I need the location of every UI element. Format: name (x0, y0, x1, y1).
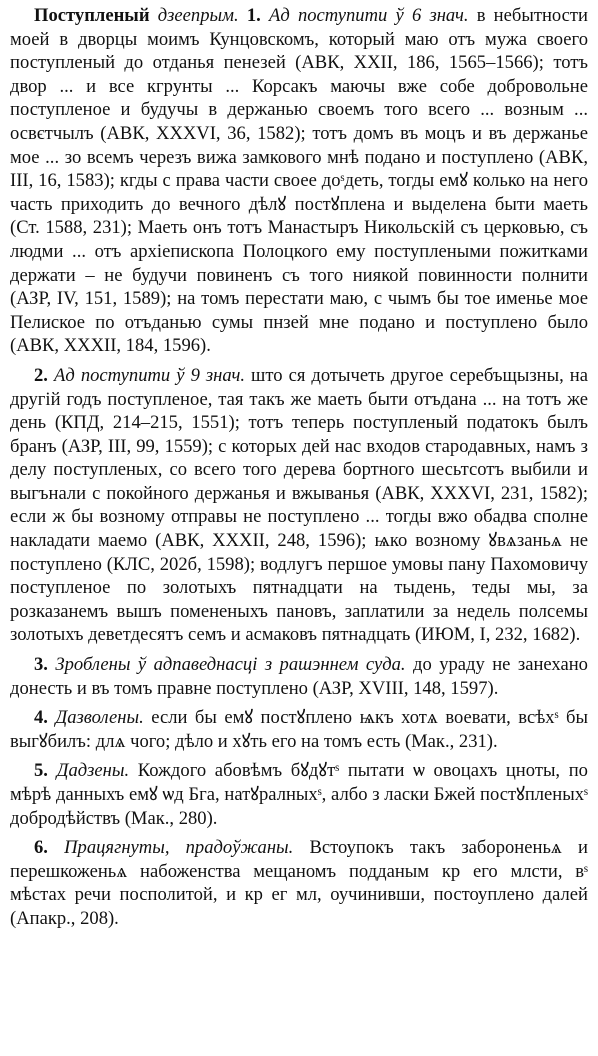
sense-number: 3. (34, 654, 48, 676)
headword: Поступленый (34, 5, 150, 26)
sense-definition: Ад поступити ў 9 знач. (54, 364, 245, 386)
entry-sense-1 (10, 4, 588, 358)
sense-citations: до ураду не занехано донесть и въ томъ правне поступлено (АЗР, XVIII, 148, 1597). (10, 654, 588, 699)
sense-definition: Працягнуты, прадоўжаны. (64, 837, 294, 859)
entry-sense-5 (10, 759, 588, 830)
sense-number: 2. (34, 364, 48, 386)
sense-definition: Дадзены. (56, 760, 130, 782)
entry-sense-3 (10, 653, 588, 700)
sense-citations: в небытности моей в дворцы моимъ Кунцовскомъ, который маю отъ мужа своего поступленый до отданья пенезей (АВК, XXII, 186, 1565–1566); тотъ двор ... и все кгрунты ... Корсакъ маючы вже собе добровольне поступленое и будучы в держанью своемъ того всего ... возным ... освєтчылъ (АВК, XXXVI, 36, 1582); тотъ домъ въ моцъ и въ держанье мое ... зо всемъ черезъ вижа замкового мнѣ подано и поступлено (АВК, III, 16, 1583); кгды с права части своее доˢдеть, тогды емꙋ колько на него часть приходить до вечного дѣлꙋ постꙋплена и выделена быти маеть (Ст. 1588, 231); Маеть онъ тотъ Манастыръ Никольскій съ церковью, съ людми ... отъ архіепископа Полоцкого ему поступлеными пожитками держати – не будучи повиненъ съ того ниякой повинности полнити (АЗР, IV, 151, 1589); на томъ перестати маю, с чымъ бы тое именье мое Пелиское по отъданью сумы пнзей мне подано и поступлено было (АВК, XXXII, 184, 1596). (10, 5, 589, 357)
sense-number: 4. (34, 707, 48, 729)
sense-definition: Зроблены ў адпаведнасці з рашэннем суда. (55, 654, 406, 676)
sense-number: 1. (246, 5, 261, 26)
sense-citations: Кождого абовѣмъ бꙋдꙋтˢ пытати ѡ овоцахъ цноты, по мѣрѣ данныхъ емꙋ ѡд Бга, натꙋралныхˢ, албо з ласки Бжей постꙋпленыхˢ добродѣйствъ (Мак., 280). (10, 760, 588, 829)
sense-definition: Дазволены. (55, 707, 144, 729)
sense-citations: што ся дотычеть другое серебъщызны, на другій годъ поступленое, тая такъ же маеть быти отъдана ... на тотъ же день (КПД, 214–215, 1551); тотъ теперь поступленый податокъ былъ бранъ (АЗР, III, 99, 1559); с которых дей нас входов стародавных, намъ з делу поступленых, со всего того дерева бортного шесьтсотъ выбили и выгънали с покойного держанья и вжыванья (АВК, XXXVI, 231, 1582); если ж бы возному отправы не поступлено ... тогды вжо обадва сполне накладати маемо (АВК, XXXII, 248, 1596); ѩко возному ꙋвѧзаньѧ не поступлено (КЛС, 202б, 1598); водлугъ першое умовы пану Пахомовичу поступленое по золотыхъ пятнадцати на тыдень, теды мы, за розказанемъ вышъ помененыхъ пановъ, заплатили за недель полсемы золотыхъ деветдесятъ семъ и асмаковъ пятнадцать (ИЮМ, I, 232, 1682). (10, 364, 589, 646)
part-of-speech: дзеепрым. (157, 5, 239, 26)
sense-citations: если бы емꙋ постꙋплено ѩкъ хотѧ воевати, всѣхˢ бы выгꙋбилъ: длѧ чого; дѣло и хꙋть его на томъ есть (Мак., 231). (10, 707, 588, 752)
sense-number: 6. (34, 837, 48, 859)
entry-sense-2 (10, 364, 588, 647)
sense-definition: Ад поступити ў 6 знач. (268, 5, 469, 26)
entry-sense-6 (10, 836, 588, 930)
entry-sense-4 (10, 706, 588, 753)
sense-citations: Встоупокъ такъ забороненьѧ и перешкоженьѧ набоженства мещаномъ подданым кр его млсти, вˢ мѣстах речи посполитой, и кр ег мл, оучинивши, постоуплено далей (Апакр., 208). (10, 837, 588, 929)
sense-number: 5. (34, 760, 48, 782)
